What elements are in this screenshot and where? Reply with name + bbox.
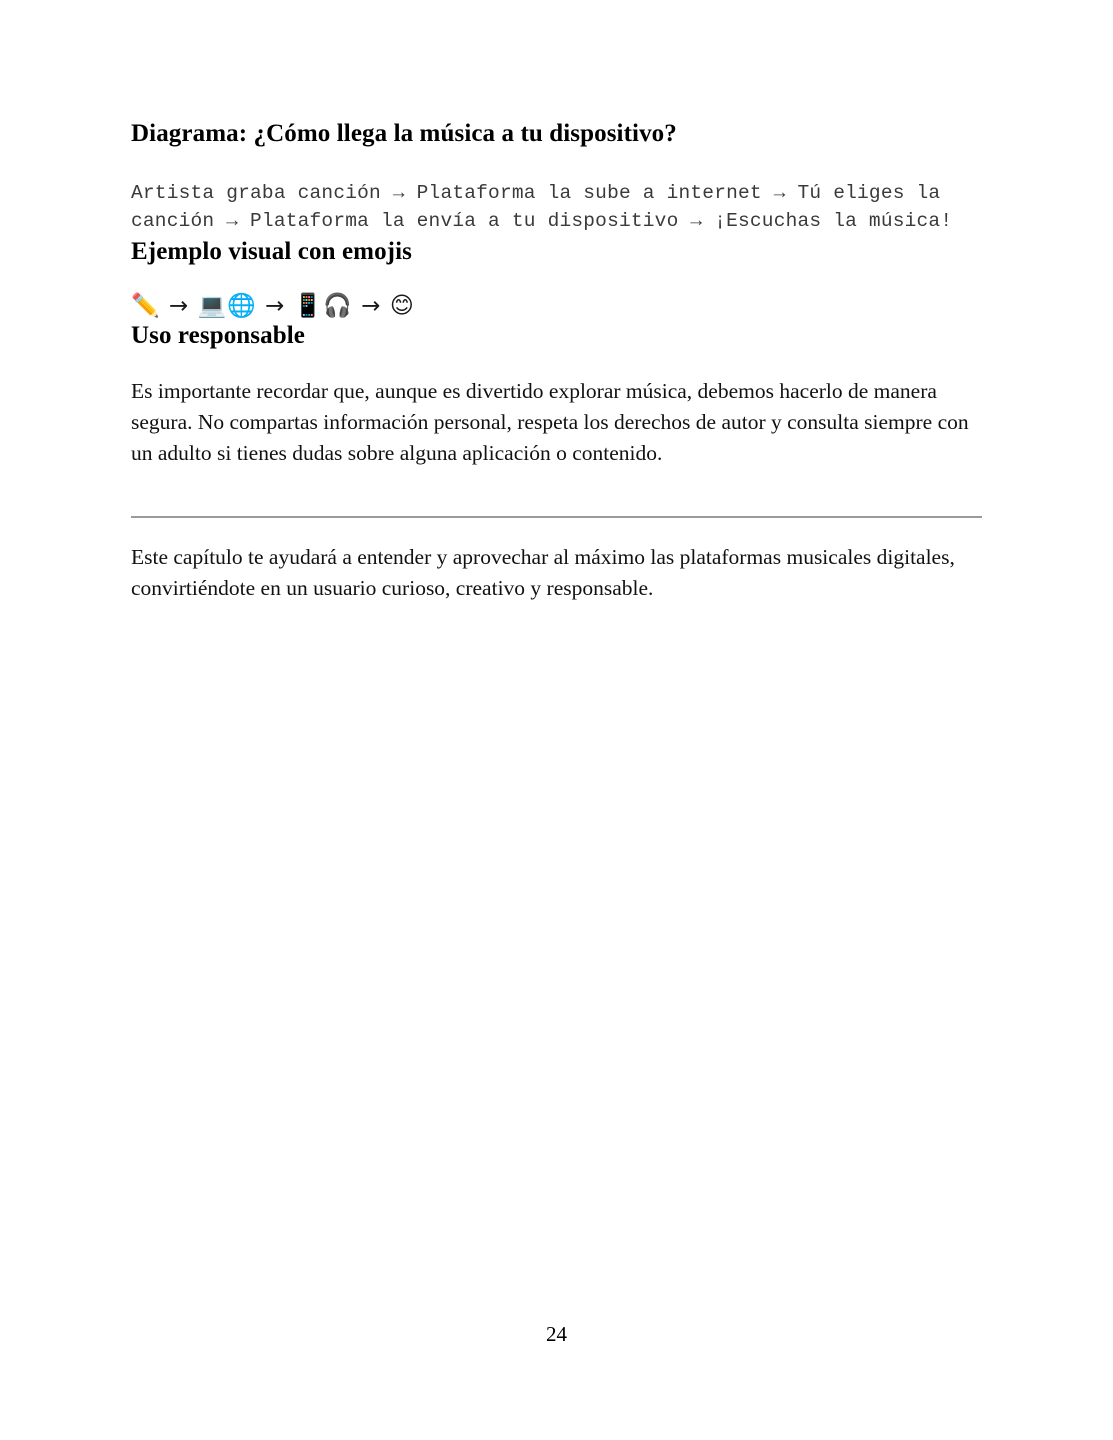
section-divider (131, 516, 982, 518)
page-number: 24 (546, 1322, 567, 1346)
paragraph-uso-responsable: Es importante recordar que, aunque es divertido explorar música, debemos hacerlo de manera segura. No compartas información personal, respeta los derechos de autor y consulta siempre con un adulto si tienes dudas sobre alguna aplicación o contenido. (131, 378, 969, 466)
heading-diagrama: Diagrama: ¿Cómo llega la música a tu dispositivo? (131, 120, 677, 147)
music-flow-diagram-text: Artista graba canción → Plataforma la sube a internet → Tú eliges la canción → Plataforma la envía a tu dispositivo → ¡Escuchas la música! (131, 182, 953, 232)
heading-ejemplo-visual: Ejemplo visual con emojis (131, 237, 412, 265)
page-content (131, 118, 982, 605)
heading-uso-responsable: Uso responsable (131, 322, 305, 350)
emoji-flow-row: ✏️ → 💻🌐 → 📱🎧 → 😊 (131, 292, 415, 319)
paragraph-closing: Este capítulo te ayudará a entender y aprovechar al máximo las plataformas musicales digitales, convirtiéndote en un usuario curioso, creativo y responsable. (131, 545, 955, 601)
